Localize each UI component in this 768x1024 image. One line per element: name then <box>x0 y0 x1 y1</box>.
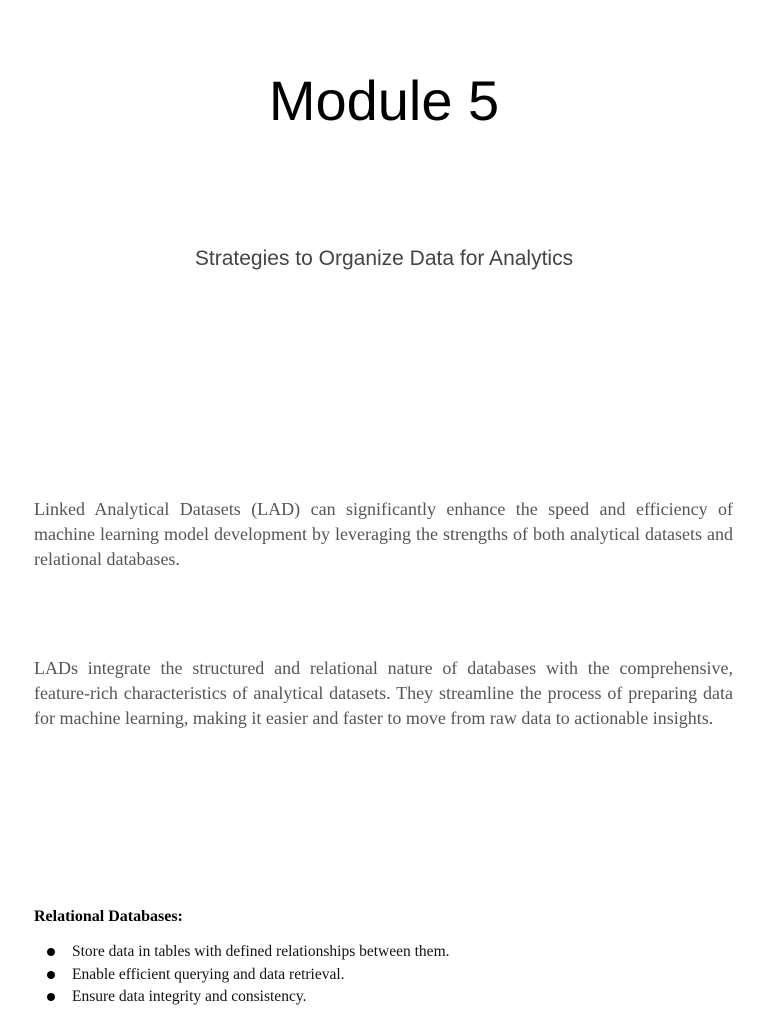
list-item <box>34 986 734 1009</box>
list-item-text: Enable efficient querying and data retrieval. <box>72 965 345 983</box>
list-item-text: Ensure data integrity and consistency. <box>72 988 307 1005</box>
relational-bullet-list <box>34 941 734 1009</box>
page-subtitle: Strategies to Organize Data for Analytics <box>194 247 574 270</box>
list-item-text: Store data in tables with defined relationships between them. <box>72 943 450 960</box>
list-item <box>34 964 734 987</box>
section-heading-relational: Relational Databases: <box>34 908 183 925</box>
list-item <box>34 941 734 964</box>
bullet-icon <box>47 993 55 1001</box>
intro-paragraph: Linked Analytical Datasets (LAD) can significantly enhance the speed and efficiency of machine learning model development by leveraging the strengths of both analytical datasets and relational databases. <box>34 499 733 569</box>
bullet-icon <box>47 971 55 979</box>
bullet-icon <box>47 948 55 956</box>
lad-paragraph: LADs integrate the structured and relational nature of databases with the comprehensive, feature-rich characteristics of analytical datasets. They streamline the process of preparing data for machine learning, making it easier and faster to move from raw data to actionable insights. <box>34 658 733 728</box>
page-title: Module 5 <box>268 69 500 132</box>
